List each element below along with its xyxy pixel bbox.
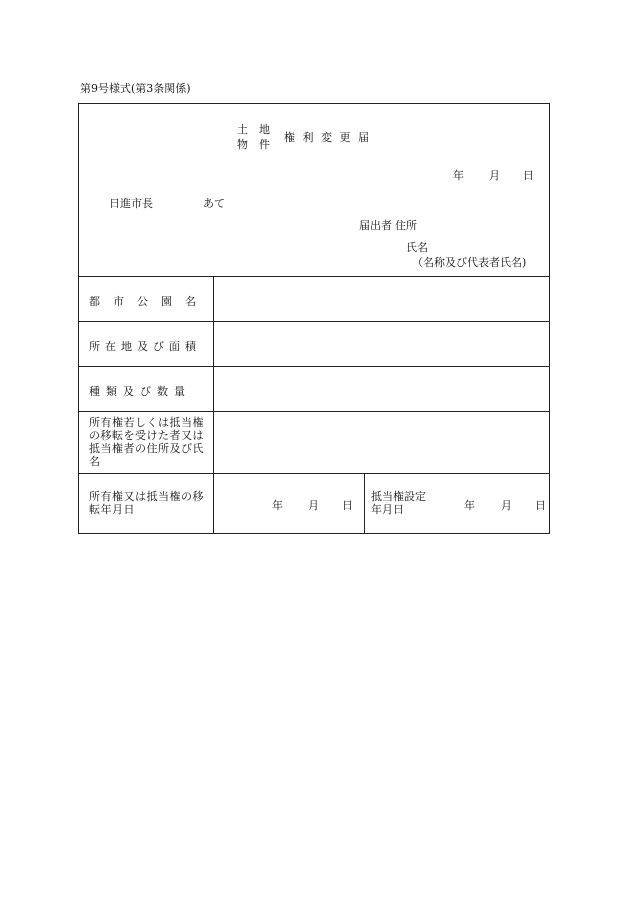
divider: [79, 276, 549, 277]
date-day-label: 日: [523, 169, 534, 182]
applicant-address-label: 住所: [395, 219, 417, 232]
divider: [79, 411, 549, 412]
mortgage-month-label: 月: [501, 499, 512, 512]
transfer-date-label: 所有権又は抵当権の移転年月日: [89, 490, 204, 516]
transfer-day-label: 日: [342, 499, 353, 512]
title-option-land: 土 地: [237, 123, 270, 136]
divider: [79, 321, 549, 322]
divider: [79, 473, 549, 474]
date-month-label: 月: [489, 169, 500, 182]
location-area-label: 所在地及び面積: [89, 340, 201, 353]
title-options: [237, 122, 270, 152]
addressee-suffix: あて: [203, 197, 225, 210]
applicant-label: 届出者: [359, 219, 392, 232]
transfer-year-label: 年: [272, 499, 283, 512]
title-option-property: 物 件: [237, 138, 270, 151]
form-number-label: 第9号様式(第3条関係): [80, 82, 191, 95]
form-title: 権 利 変 更 届: [284, 131, 371, 144]
divider: [79, 366, 549, 367]
column-divider: [213, 276, 214, 534]
addressee-name: 日進市長: [109, 197, 153, 210]
applicant-name-note: （名称及び代表者氏名): [412, 256, 527, 269]
type-quantity-label: 種類及び数量: [89, 385, 191, 398]
column-divider: [364, 473, 365, 534]
transfer-month-label: 月: [308, 499, 319, 512]
notification-form: [78, 103, 550, 534]
mortgage-date-label: 抵当権設定年月日: [371, 490, 426, 516]
park-name-label: 都市公園名: [89, 295, 209, 308]
mortgage-year-label: 年: [464, 499, 475, 512]
applicant-name-label: 氏名: [406, 241, 428, 254]
owner-info-label: 所有権若しくは抵当権の移転を受けた者又は抵当権者の住所及び氏名: [89, 416, 204, 468]
date-year-label: 年: [453, 169, 464, 182]
mortgage-day-label: 日: [535, 499, 546, 512]
